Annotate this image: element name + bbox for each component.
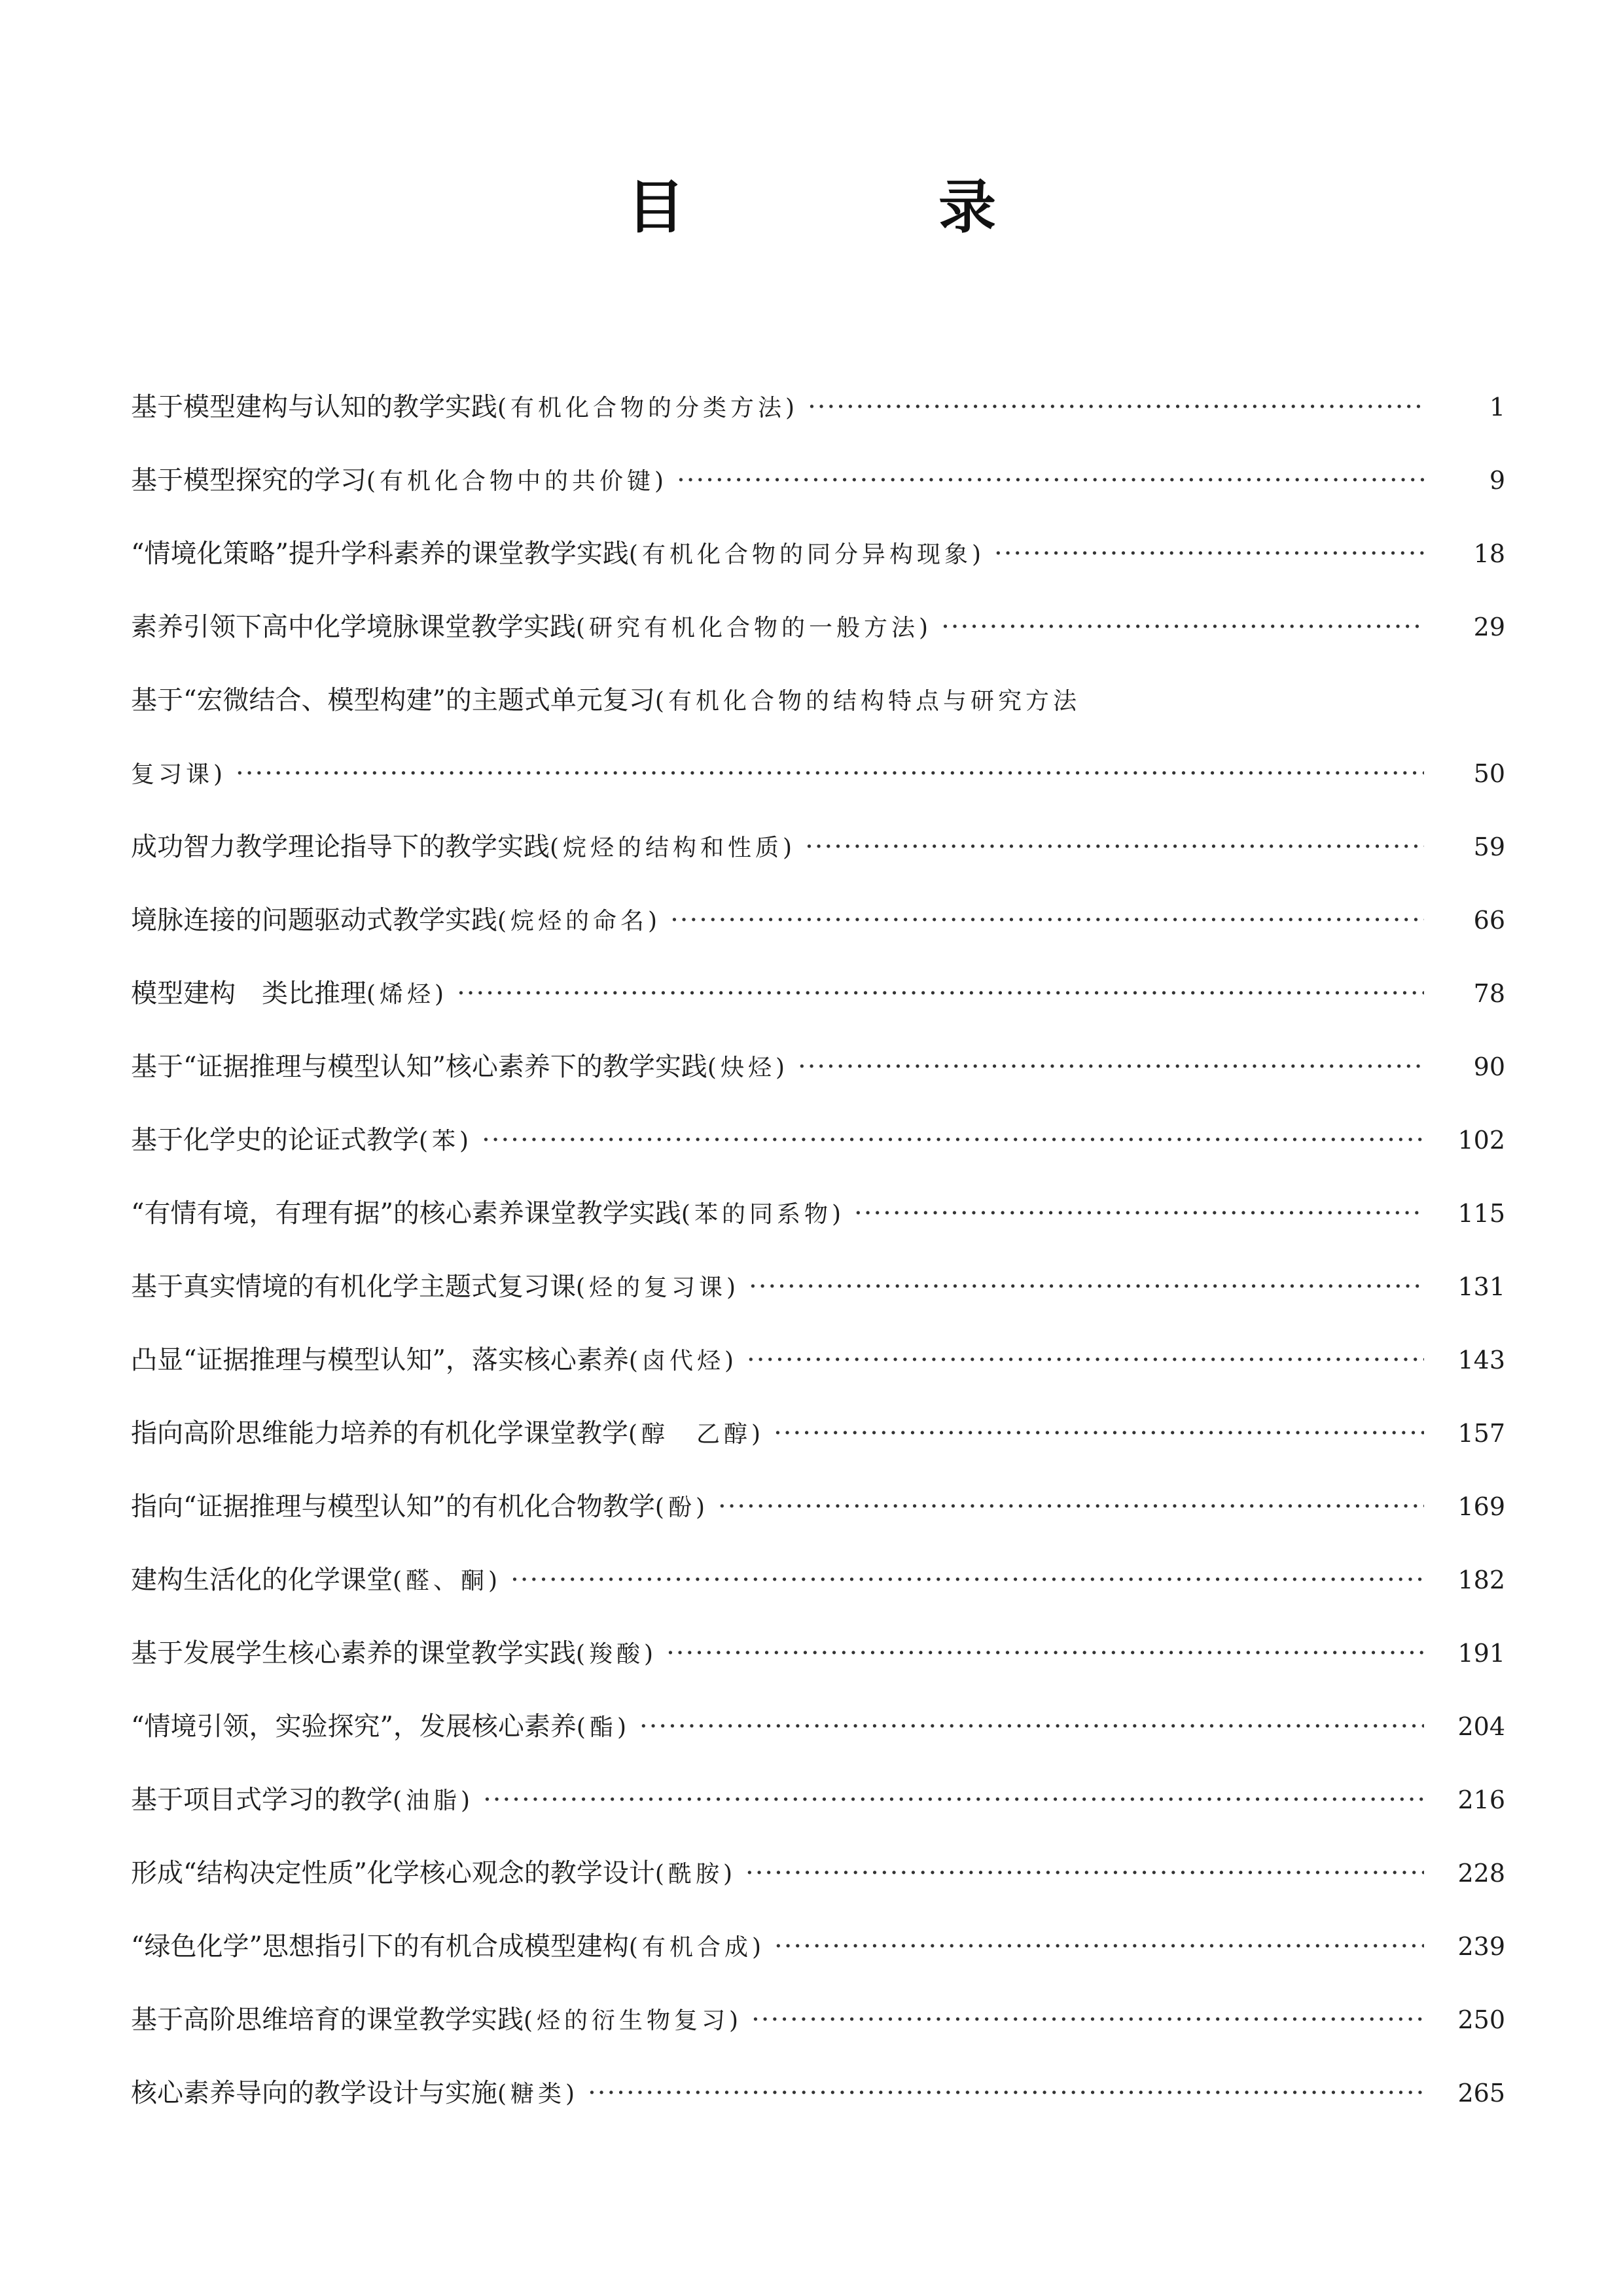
dot-leader bbox=[236, 737, 1424, 810]
toc-entry-title: 基于发展学生核心素养的课堂教学实践(羧酸) bbox=[131, 1638, 658, 1668]
toc-entry-title: 形成“结构决定性质”化学核心观念的教学设计(酰胺) bbox=[131, 1858, 736, 1888]
toc-entry[interactable] bbox=[131, 1323, 1505, 1397]
toc-entry-title-continued: 复习课) bbox=[131, 761, 227, 788]
toc-page-number: 59 bbox=[1473, 833, 1505, 861]
toc-entry[interactable] bbox=[131, 1617, 1505, 1690]
toc-page-number: 50 bbox=[1473, 759, 1505, 788]
dot-leader bbox=[994, 517, 1424, 590]
toc-entry[interactable] bbox=[131, 1690, 1505, 1763]
toc-entry[interactable] bbox=[131, 444, 1505, 517]
dot-leader bbox=[677, 444, 1424, 517]
toc-entry[interactable] bbox=[131, 1910, 1505, 1983]
toc-entry-title: 境脉连接的问题驱动式教学实践(烷烃的命名) bbox=[131, 905, 662, 935]
toc-entry-title: 建构生活化的化学课堂(醛、酮) bbox=[131, 1565, 502, 1595]
toc-entry-title: 基于高阶思维培育的课堂教学实践(烃的衍生物复习) bbox=[131, 2005, 743, 2035]
toc-page-number: 157 bbox=[1457, 1419, 1505, 1448]
toc-entry[interactable] bbox=[131, 1763, 1505, 1837]
dot-leader bbox=[798, 1030, 1424, 1103]
toc-entry-title: “情境引领，实验探究”，发展核心素养(酯) bbox=[131, 1712, 630, 1742]
toc-entry-title: 模型建构 类比推理(烯烃) bbox=[131, 978, 448, 1009]
toc-page-number: 228 bbox=[1457, 1859, 1505, 1888]
dot-leader bbox=[774, 1397, 1424, 1470]
page-title: 目 录 bbox=[626, 173, 1094, 241]
toc-page-number: 265 bbox=[1457, 2079, 1505, 2108]
toc-entry-title: “绿色化学”思想指引下的有机合成模型建构(有机合成) bbox=[131, 1931, 765, 1962]
toc-entry[interactable] bbox=[131, 1470, 1505, 1543]
dot-leader bbox=[745, 1837, 1424, 1910]
dot-leader bbox=[751, 1983, 1424, 2056]
toc-entry[interactable] bbox=[131, 1983, 1505, 2056]
toc-page-number: 239 bbox=[1457, 1932, 1505, 1961]
toc-page-number: 250 bbox=[1457, 2005, 1505, 2034]
dot-leader bbox=[666, 1617, 1424, 1690]
toc-entry-title: 基于“证据推理与模型认知”核心素养下的教学实践(炔烃) bbox=[131, 1052, 789, 1082]
dot-leader bbox=[749, 1250, 1424, 1323]
toc-entry-wrapped-line[interactable] bbox=[131, 664, 1505, 737]
dot-leader bbox=[774, 1910, 1424, 1983]
toc-entry[interactable] bbox=[131, 1250, 1505, 1323]
dot-leader bbox=[805, 810, 1424, 884]
toc-page-number: 216 bbox=[1457, 1785, 1505, 1814]
dot-leader bbox=[510, 1543, 1424, 1617]
toc-entry[interactable] bbox=[131, 810, 1505, 884]
toc-entry[interactable] bbox=[131, 1397, 1505, 1470]
toc-page-number: 9 bbox=[1489, 466, 1505, 495]
toc-page-number: 143 bbox=[1457, 1346, 1505, 1374]
dot-leader bbox=[747, 1323, 1424, 1397]
toc-entry-title: 基于模型建构与认知的教学实践(有机化合物的分类方法) bbox=[131, 392, 799, 422]
toc-entry-title: 成功智力教学理论指导下的教学实践(烷烃的结构和性质) bbox=[131, 832, 796, 862]
toc-entry-title: “情境化策略”提升学科素养的课堂教学实践(有机化合物的同分异构现象) bbox=[131, 539, 985, 569]
toc-entry[interactable] bbox=[131, 957, 1505, 1030]
toc-page-number: 78 bbox=[1473, 979, 1505, 1008]
toc-entry-title: 指向高阶思维能力培养的有机化学课堂教学(醇 乙醇) bbox=[131, 1418, 765, 1448]
toc-entry[interactable] bbox=[131, 370, 1505, 444]
toc-page-number: 1 bbox=[1489, 393, 1505, 422]
dot-leader bbox=[854, 1177, 1424, 1250]
toc-page-number: 182 bbox=[1457, 1566, 1505, 1594]
dot-leader bbox=[718, 1470, 1424, 1543]
toc-page-number: 169 bbox=[1457, 1492, 1505, 1521]
toc-entry-title: 基于真实情境的有机化学主题式复习课(烃的复习课) bbox=[131, 1272, 740, 1302]
toc-entry[interactable] bbox=[131, 1030, 1505, 1103]
toc-entry-title: 基于模型探究的学习(有机化合物中的共价键) bbox=[131, 465, 668, 495]
toc-page-number: 66 bbox=[1473, 906, 1505, 935]
toc-page-number: 204 bbox=[1457, 1712, 1505, 1741]
toc-entry-title: 基于“宏微结合、模型构建”的主题式单元复习(有机化合物的结构特点与研究方法 bbox=[131, 685, 1080, 715]
toc-entry[interactable] bbox=[131, 1543, 1505, 1617]
dot-leader bbox=[670, 884, 1424, 957]
dot-leader bbox=[808, 370, 1424, 444]
toc-entry[interactable] bbox=[131, 1837, 1505, 1910]
dot-leader bbox=[482, 1103, 1424, 1177]
toc-entry-title: 素养引领下高中化学境脉课堂教学实践(研究有机化合物的一般方法) bbox=[131, 612, 933, 642]
toc-page-number: 90 bbox=[1473, 1052, 1505, 1081]
dot-leader bbox=[457, 957, 1424, 1030]
toc-entry[interactable] bbox=[131, 884, 1505, 957]
toc-page-number: 29 bbox=[1473, 613, 1505, 641]
toc-page-number: 131 bbox=[1457, 1272, 1505, 1301]
toc-entry[interactable] bbox=[131, 1103, 1505, 1177]
dot-leader bbox=[941, 590, 1424, 664]
dot-leader bbox=[588, 2056, 1424, 2130]
toc-page-number: 191 bbox=[1457, 1639, 1505, 1668]
toc-entry-title: 基于项目式学习的教学(油脂) bbox=[131, 1785, 474, 1815]
toc-entry[interactable] bbox=[131, 2056, 1505, 2130]
toc-entry[interactable] bbox=[131, 517, 1505, 590]
toc-entry[interactable] bbox=[131, 590, 1505, 664]
toc-entry-title: “有情有境，有理有据”的核心素养课堂教学实践(苯的同系物) bbox=[131, 1198, 845, 1229]
toc-entry[interactable] bbox=[131, 737, 1505, 810]
table-of-contents bbox=[131, 370, 1505, 2130]
toc-page-number: 115 bbox=[1457, 1199, 1505, 1228]
toc-page-number: 102 bbox=[1457, 1126, 1505, 1155]
dot-leader bbox=[483, 1763, 1424, 1837]
toc-entry-title: 核心素养导向的教学设计与实施(糖类) bbox=[131, 2078, 579, 2108]
dot-leader bbox=[639, 1690, 1424, 1763]
toc-entry-title: 指向“证据推理与模型认知”的有机化合物教学(酚) bbox=[131, 1492, 709, 1522]
toc-entry-title: 凸显“证据推理与模型认知”，落实核心素养(卤代烃) bbox=[131, 1345, 738, 1375]
toc-entry-title: 基于化学史的论证式教学(苯) bbox=[131, 1125, 473, 1155]
toc-entry[interactable] bbox=[131, 1177, 1505, 1250]
toc-page-number: 18 bbox=[1473, 539, 1505, 568]
